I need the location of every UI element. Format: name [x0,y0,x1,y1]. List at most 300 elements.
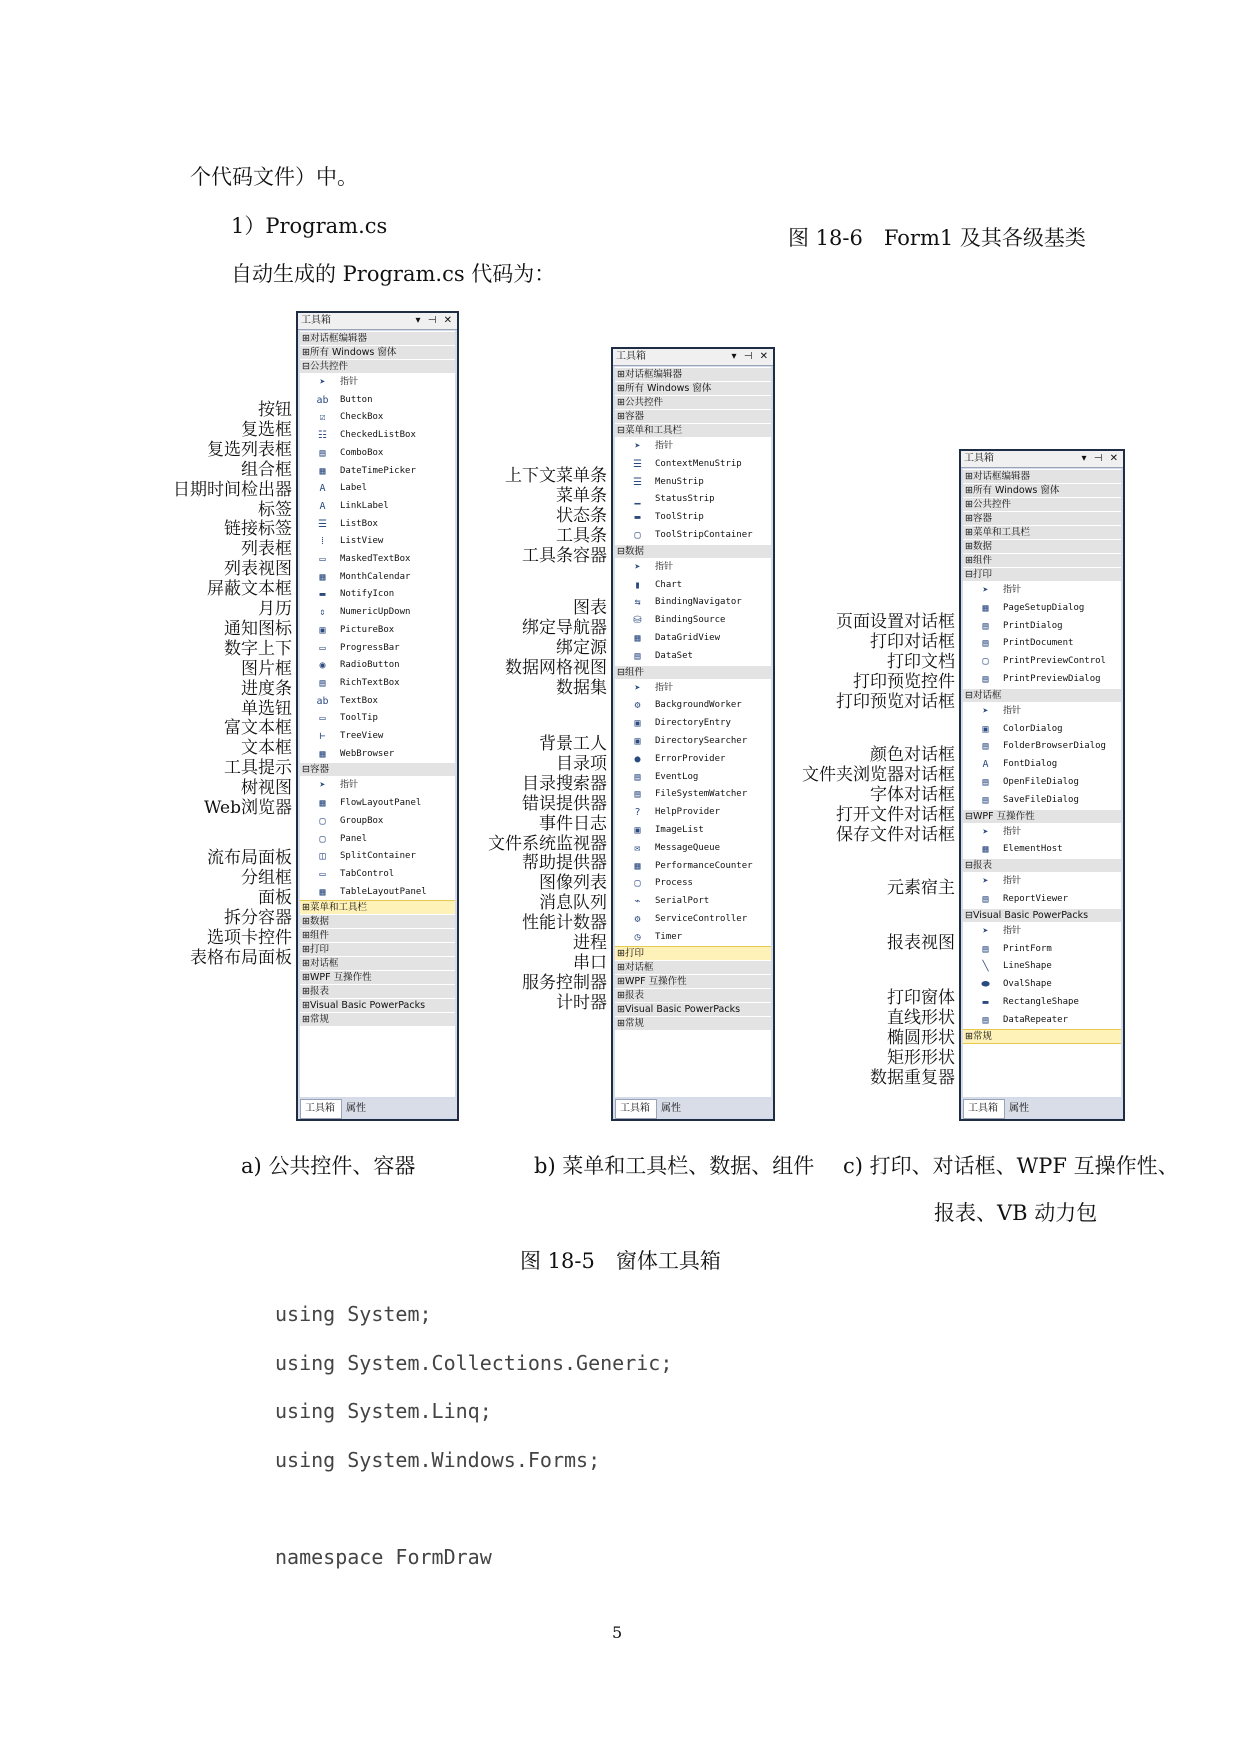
toolbox-item-label: PrintDocument [1003,638,1074,649]
toolbox-item-icon: ▢ [319,833,326,845]
annotation-label: 按钮 [258,400,292,420]
toolbox-item[interactable] [615,714,771,733]
toolbox-item-label: Timer [655,931,683,942]
code-line: using System.Collections.Generic; [275,1350,673,1375]
toolbox-item-icon: ▦ [319,571,326,583]
caption-b: b) 菜单和工具栏、数据、组件 [534,1154,815,1178]
panel-tabs [615,1099,771,1117]
annotation-label: 保存文件对话框 [836,824,955,845]
panel-window-controls[interactable]: ▾ ⊣ ✕ [415,315,454,326]
toolbox-item[interactable] [963,755,1121,774]
annotation-label: 性能计数器 [522,913,607,934]
toolbox-item-label: RichTextBox [340,677,400,688]
toolbox-item-icon: ⁞ [321,536,324,548]
annotation-label: 页面设置对话框 [836,612,955,632]
toolbox-category[interactable]: ⊞对话框 [300,956,455,970]
annotation-label: 进程 [573,933,607,953]
toolbox-item[interactable] [300,776,455,795]
toolbox-category[interactable]: ⊟菜单和工具栏 [615,423,771,437]
toolbox-item[interactable] [300,444,455,463]
toolbox-item[interactable] [963,634,1121,653]
toolbox-item[interactable] [963,702,1121,721]
toolbox-category[interactable]: ⊟WPF 互操作性 [963,809,1121,823]
toolbox-item[interactable] [300,883,455,902]
toolbox-item-icon: ☑ [319,412,326,424]
toolbox-category[interactable]: ⊟组件 [615,665,771,679]
toolbox-category[interactable]: ⊞容器 [615,409,771,423]
toolbox-item[interactable] [300,515,455,534]
toolbox-category[interactable]: ⊞公共控件 [963,497,1121,511]
toolbox-item-label: FolderBrowserDialog [1003,741,1106,752]
toolbox-category[interactable]: ⊞常规 [615,1016,771,1030]
toolbox-category[interactable]: ⊞WPF 互操作性 [615,974,771,988]
toolbox-category[interactable]: ⊟数据 [615,544,771,558]
toolbox-item-icon: ▬ [319,589,326,601]
toolbox-category[interactable]: ⊞数据 [300,914,455,928]
toolbox-category[interactable]: ⊟打印 [963,567,1121,581]
toolbox-item[interactable] [963,840,1121,859]
toolbox-item-icon: ▤ [319,677,326,689]
toolbox-list [300,331,455,1097]
toolbox-item[interactable] [963,581,1121,600]
toolbox-item[interactable] [615,928,771,947]
annotation-label: 树视图 [241,778,292,799]
toolbox-item-icon: ab [316,695,329,707]
toolbox-item-icon: ⬬ [981,979,990,991]
tab-properties[interactable]: 属性 [1009,1103,1029,1114]
panel-title-text: 工具箱 [616,351,646,362]
annotation-label: 计时器 [556,992,607,1013]
toolbox-item-label: DirectoryEntry [655,718,731,729]
toolbox-item[interactable] [615,558,771,577]
annotation-label: 流布局面板 [207,848,292,868]
toolbox-list [615,367,771,1097]
tab-toolbox[interactable]: 工具箱 [615,1099,657,1119]
caption-c-line1: c) 打印、对话框、WPF 互操作性、 [843,1154,1179,1178]
toolbox-item[interactable] [615,750,771,769]
annotation-label: 组合框 [241,459,292,480]
toolbox-category[interactable]: ⊞容器 [963,511,1121,525]
code-line: using System; [275,1302,432,1326]
panel-tabs [963,1099,1121,1117]
toolbox-item-icon: ▭ [319,868,326,880]
toolbox-category[interactable]: ⊞Visual Basic PowerPacks [300,998,455,1012]
toolbox-category[interactable]: ⊞常规 [963,1029,1121,1044]
toolbox-item[interactable] [300,603,455,622]
annotation-label: 标签 [258,499,292,520]
panel-window-controls[interactable]: ▾ ⊣ ✕ [1081,453,1120,464]
annotation-label: 列表框 [241,539,292,560]
annotation-label: 工具提示 [224,758,292,779]
annotation-label: 表格布局面板 [190,947,292,968]
toolbox-category[interactable]: ⊞组件 [300,928,455,942]
toolbox-item-icon: ➤ [319,377,326,388]
toolbox-item-label: PrintPreviewDialog [1003,674,1101,684]
annotation-label: 工具条 [556,525,607,546]
toolbox-item[interactable] [963,773,1121,792]
toolbox-item[interactable] [300,639,455,658]
toolbox-item-label: 指针 [340,377,359,387]
toolbox-item-icon: ▦ [634,860,641,872]
toolbox-item[interactable] [615,679,771,698]
toolbox-item[interactable] [300,532,455,551]
annotation-label: 拆分容器 [224,907,292,928]
toolbox-item-label: LineShape [1003,961,1052,972]
toolbox-item-label: PrintDialog [1003,620,1063,631]
annotation-label: 单选钮 [241,698,292,719]
annotation-label: 打印预览控件 [853,671,955,692]
toolbox-item[interactable] [300,568,455,587]
toolbox-item[interactable] [300,479,455,498]
toolbox-item-icon: ▢ [634,878,641,890]
annotation-label: 帮助提供器 [522,853,607,874]
toolbox-item-label: RectangleShape [1003,997,1079,1007]
toolbox-item-icon: ▢ [319,815,326,827]
toolbox-item-label: 指针 [655,441,674,451]
toolbox-item[interactable] [963,975,1121,994]
toolbox-item-icon: ▭ [319,642,326,654]
toolbox-category[interactable]: ⊞菜单和工具栏 [300,900,455,915]
toolbox-item-icon: ▦ [634,633,641,644]
toolbox-item-label: 指针 [655,682,674,693]
toolbox-item[interactable] [615,892,771,911]
toolbox-item[interactable] [300,830,455,849]
annotation-label: 矩形形状 [887,1047,955,1068]
toolbox-item-label: DataGridView [655,633,721,643]
toolbox-category[interactable]: ⊞组件 [963,553,1121,567]
annotation-label: 选项卡控件 [207,927,292,948]
toolbox-category[interactable]: ⊟报表 [963,858,1121,872]
toolbox-item-icon: ▬ [634,512,641,524]
toolbox-item-icon: ⚙ [634,700,641,712]
annotation-label: 分组框 [241,867,292,888]
toolbox-item[interactable] [963,599,1121,618]
toolbox-item-icon: A [982,759,989,771]
annotation-label: 消息队列 [539,893,607,914]
toolbox-category[interactable]: ⊞报表 [300,984,455,998]
toolbox-item-icon: ▣ [319,624,326,636]
toolbox-item[interactable] [963,872,1121,891]
toolbox-item-label: ContextMenuStrip [655,458,742,469]
toolbox-item[interactable] [963,617,1121,636]
toolbox-item-label: FileSystemWatcher [655,789,748,800]
annotation-label: 图表 [573,598,607,618]
toolbox-item-icon: ▦ [982,844,989,856]
tab-properties[interactable]: 属性 [661,1103,681,1114]
annotation-label: 屏蔽文本框 [207,579,292,600]
toolbox-item[interactable] [615,696,771,715]
toolbox-item-icon: ▣ [634,736,641,747]
toolbox-item-label: ErrorProvider [655,753,726,764]
toolbox-item-label: 指针 [1003,876,1022,887]
toolbox-item[interactable] [615,611,771,630]
toolbox-item[interactable] [963,737,1121,756]
toolbox-item[interactable] [615,785,771,804]
toolbox-item-icon: ➤ [319,780,326,792]
toolbox-item[interactable] [300,727,455,746]
toolbox-item-label: NumericUpDown [340,607,411,618]
annotation-label: 绑定导航器 [522,617,607,638]
toolbox-item-icon: ☰ [633,476,642,488]
toolbox-item-icon: A [319,500,326,512]
toolbox-item-icon: ➤ [982,705,989,717]
toolbox-item-label: BackgroundWorker [655,700,742,711]
toolbox-item-label: CheckedListBox [340,430,416,441]
annotation-label: 状态条 [556,505,607,526]
toolbox-item-label: WebBrowser [340,748,395,759]
annotation-label: 图片框 [241,658,292,679]
intro-line: 个代码文件）中。 [190,165,358,189]
toolbox-item-label: FontDialog [1003,759,1058,770]
code-line: using System.Linq; [275,1399,492,1423]
toolbox-item-icon: ◷ [634,931,641,943]
toolbox-item-label: TextBox [340,695,378,706]
toolbox-item[interactable] [963,670,1121,689]
annotation-label: 打印对话框 [870,631,955,652]
toolbox-category[interactable]: ⊞报表 [615,988,771,1002]
toolbox-item-icon: ➤ [982,876,989,888]
toolbox-item-label: EventLog [655,771,699,782]
toolbox-item-icon: ab [316,394,329,406]
toolbox-item-icon: ▢ [634,530,641,541]
toolbox-item[interactable] [615,508,771,527]
toolbox-item[interactable] [963,1011,1121,1030]
toolbox-item-icon: ▤ [634,771,641,783]
toolbox-item-icon: ⇆ [634,597,641,609]
toolbox-category[interactable]: ⊞常规 [300,1012,455,1026]
toolbox-item-label: 指针 [1003,826,1022,837]
toolbox-category[interactable]: ⊞对话框编辑器 [300,331,455,345]
toolbox-item[interactable] [615,473,771,492]
toolbox-category[interactable]: ⊞所有 Windows 窗体 [963,483,1121,497]
toolbox-item-icon: ☷ [318,430,327,442]
toolbox-item[interactable] [963,940,1121,959]
annotation-label: 错误提供器 [522,793,607,814]
toolbox-category[interactable]: ⊞所有 Windows 窗体 [300,345,455,359]
toolbox-item[interactable] [300,585,455,604]
toolbox-item[interactable] [300,621,455,640]
toolbox-item-label: Chart [655,579,683,590]
annotation-label: 服务控制器 [522,972,607,993]
caption-c-line2: 报表、VB 动力包 [934,1201,1098,1225]
toolbox-item-label: FlowLayoutPanel [340,798,422,809]
toolbox-item[interactable] [300,497,455,516]
toolbox-item-label: DateTimePicker [340,465,416,476]
toolbox-item-label: RadioButton [340,660,400,671]
toolbox-item-icon: ▤ [982,794,989,806]
toolbox-item-icon: ▢ [982,656,989,668]
toolbox-item[interactable] [300,794,455,813]
annotation-label: 元素宿主 [887,878,955,898]
toolbox-item[interactable] [963,890,1121,909]
toolbox-item-label: MonthCalendar [340,571,411,582]
toolbox-category[interactable]: ⊞对话框编辑器 [615,367,771,381]
toolbox-item-icon: ⇕ [319,607,326,619]
annotation-label: 事件日志 [539,813,607,834]
annotation-label: 文本框 [241,738,292,759]
annotation-label: 数据重复器 [870,1067,955,1088]
toolbox-item[interactable] [615,526,771,545]
toolbox-item[interactable] [615,593,771,612]
toolbox-item[interactable] [615,647,771,666]
caption-a: a) 公共控件、容器 [241,1154,416,1178]
toolbox-item[interactable] [963,993,1121,1012]
toolbox-item[interactable] [300,865,455,884]
annotation-label: 报表视图 [887,933,955,953]
toolbox-item[interactable] [615,821,771,840]
toolbox-item[interactable] [300,847,455,866]
toolbox-item[interactable] [300,709,455,728]
code-line: namespace FormDraw [275,1544,492,1569]
toolbox-item-icon: ➤ [982,585,989,596]
toolbox-item-label: ImageList [655,825,704,835]
toolbox-item[interactable] [300,674,455,693]
toolbox-item[interactable] [300,408,455,427]
toolbox-item[interactable] [300,656,455,675]
toolbox-item-label: ElementHost [1003,844,1063,855]
toolbox-item-icon: ▦ [319,748,326,760]
toolbox-category[interactable]: ⊟Visual Basic PowerPacks [963,908,1121,922]
annotation-label: 文件系统监视器 [488,833,607,854]
toolbox-item[interactable] [300,550,455,569]
annotation-label: 月历 [258,599,292,619]
toolbox-item[interactable] [300,426,455,445]
section-heading: 1）Program.cs [231,214,388,238]
toolbox-item-icon: A [319,483,326,495]
panel-title [298,313,457,330]
toolbox-item[interactable] [615,874,771,893]
toolbox-category[interactable]: ⊞对话框 [615,960,771,974]
toolbox-category[interactable]: ⊞Visual Basic PowerPacks [615,1002,771,1016]
figure-caption: 图 18-5 窗体工具箱 [520,1249,721,1273]
annotation-label: 链接标签 [224,519,292,540]
toolbox-item-icon: ⌁ [634,896,641,908]
tab-toolbox[interactable]: 工具箱 [963,1099,1005,1119]
toolbox-item-label: NotifyIcon [340,589,395,600]
toolbox-item[interactable] [963,823,1121,842]
code-line: using System.Windows.Forms; [275,1447,601,1472]
toolbox-item-label: ToolStrip [655,512,704,523]
annotation-label: 列表视图 [224,559,292,580]
toolbox-item[interactable] [963,922,1121,941]
toolbox-item[interactable] [615,857,771,876]
toolbox-item[interactable] [615,768,771,787]
toolbox-item-label: ComboBox [340,447,384,458]
toolbox-category[interactable]: ⊟对话框 [963,688,1121,702]
toolbox-item-label: MenuStrip [655,476,704,487]
toolbox-item-label: DataSet [655,650,693,661]
toolbox-item[interactable] [615,803,771,822]
toolbox-item-icon: ▤ [634,789,641,801]
annotation-label: 上下文菜单条 [505,466,607,486]
annotation-label: 复选列表框 [207,439,292,460]
toolbox-item[interactable] [300,692,455,711]
toolbox-item[interactable] [300,812,455,831]
tab-properties[interactable]: 属性 [346,1103,366,1114]
toolbox-item-label: ReportViewer [1003,894,1069,904]
toolbox-item[interactable] [615,576,771,595]
toolbox-item[interactable] [963,957,1121,976]
toolbox-item-label: ToolTip [340,713,378,724]
annotation-label: 日期时间检出器 [173,479,292,500]
toolbox-item-icon: ▦ [319,465,326,477]
annotation-label: 打开文件对话框 [836,804,955,825]
toolbox-category[interactable]: ⊞WPF 互操作性 [300,970,455,984]
toolbox-item-label: 指针 [655,561,674,572]
toolbox-category[interactable]: ⊟公共控件 [300,359,455,373]
toolbox-item[interactable] [615,455,771,474]
toolbox-item[interactable] [300,373,455,392]
panel-window-controls[interactable]: ▾ ⊣ ✕ [731,351,770,362]
annotation-label: 目录项 [556,753,607,774]
toolbox-category[interactable]: ⊞数据 [963,539,1121,553]
toolbox-category[interactable]: ⊞菜单和工具栏 [963,525,1121,539]
annotation-label: 通知图标 [224,618,292,639]
annotation-label: 颜色对话框 [870,745,955,765]
toolbox-panel-b [611,347,775,1121]
annotation-label: 数据网格视图 [505,657,607,678]
toolbox-item-label: Panel [340,833,368,844]
toolbox-item-label: TreeView [340,731,384,741]
toolbox-item[interactable] [963,720,1121,739]
annotation-label: 背景工人 [539,734,607,754]
toolbox-category[interactable]: ⊟容器 [300,762,455,776]
toolbox-list [963,469,1121,1097]
toolbox-item[interactable] [300,391,455,410]
toolbox-item-icon: ▤ [982,777,989,788]
toolbox-item-label: ColorDialog [1003,723,1063,734]
toolbox-item-icon: ▁ [634,494,641,506]
toolbox-item[interactable] [963,791,1121,810]
toolbox-item-label: TableLayoutPanel [340,886,427,897]
toolbox-item[interactable] [615,629,771,648]
annotation-label: 打印窗体 [887,988,955,1008]
toolbox-category[interactable]: ⊞对话框编辑器 [963,469,1121,483]
toolbox-item-icon: ▤ [634,650,641,662]
annotation-label: 绑定源 [556,637,607,658]
toolbox-category[interactable]: ⊞所有 Windows 窗体 [615,381,771,395]
toolbox-item-icon: ? [634,807,641,819]
toolbox-item[interactable] [300,745,455,764]
toolbox-item[interactable] [615,437,771,456]
toolbox-item-icon: ✉ [634,842,641,854]
toolbox-item-icon: ▤ [982,741,989,753]
toolbox-category[interactable]: ⊞打印 [615,946,771,961]
toolbox-item-label: PrintPreviewControl [1003,656,1106,667]
toolbox-item[interactable] [963,652,1121,671]
annotation-label: 直线形状 [887,1007,955,1028]
toolbox-item-label: LinkLabel [340,500,389,511]
toolbox-item[interactable] [615,839,771,858]
page-number: 5 [612,1623,623,1642]
toolbox-item-label: TabControl [340,868,395,879]
toolbox-item[interactable] [300,462,455,481]
toolbox-item[interactable] [615,490,771,509]
toolbox-item-icon: ▣ [634,825,641,836]
annotation-label: Web浏览器 [203,798,292,818]
toolbox-item[interactable] [615,910,771,929]
toolbox-category[interactable]: ⊞打印 [300,942,455,956]
toolbox-item[interactable] [615,732,771,751]
toolbox-item-label: 指针 [1003,585,1022,595]
annotation-label: 面板 [258,887,292,908]
toolbox-item-icon: ☰ [318,518,327,530]
tab-toolbox[interactable]: 工具箱 [300,1099,342,1119]
toolbox-item-label: BindingSource [655,615,726,626]
toolbox-category[interactable]: ⊞公共控件 [615,395,771,409]
toolbox-item-icon: ➤ [982,925,989,937]
toolbox-item-label: HelpProvider [655,807,721,818]
